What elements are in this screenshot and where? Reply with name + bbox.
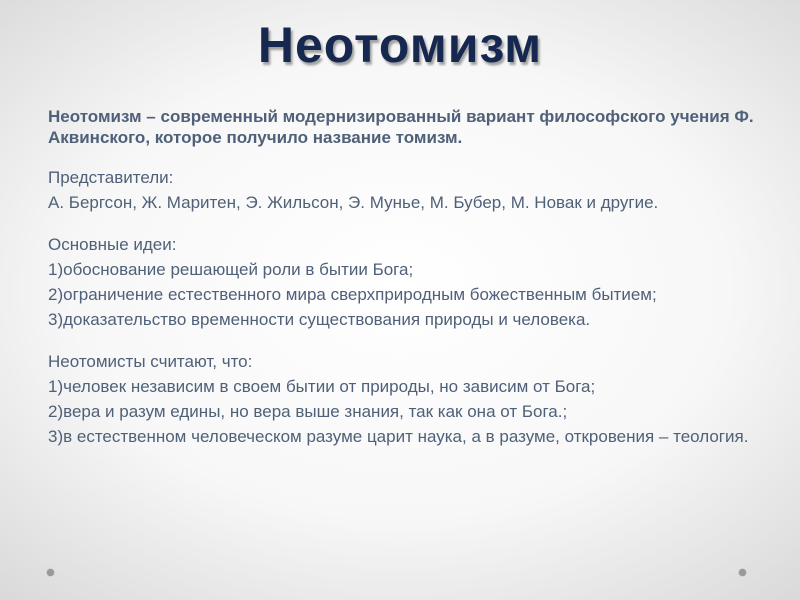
decorative-dot-icon: [47, 569, 54, 576]
main-ideas-heading: Основные идеи:: [48, 235, 177, 254]
main-idea-item-3: 3)доказательство временности существования природы и человека.: [48, 310, 591, 329]
main-idea-item-1: 1)обоснование решающей роли в бытии Бога;: [48, 260, 414, 279]
neothomists-heading: Неотомисты считают, что:: [48, 352, 253, 371]
neothomists-item-1: 1)человек независим в своем бытии от природы, но зависим от Бога;: [48, 377, 596, 396]
definition-text: Неотомизм – современный модернизированный вариант философского учения Ф. Аквинского, которое получило название томизм.: [48, 107, 754, 147]
representatives-list: А. Бергсон, Ж. Маритен, Э. Жильсон, Э. Мунье, М. Бубер, М. Новак и другие.: [48, 193, 659, 212]
representatives-heading: Представители:: [48, 168, 174, 187]
neothomists-item-3: 3)в естественном человеческом разуме царит наука, а в разуме, откровения – теология.: [48, 427, 749, 446]
slide-content: [48, 106, 768, 451]
decorative-dot-icon: [739, 569, 746, 576]
slide-title: Неотомизм: [257, 17, 543, 73]
spacer: [48, 334, 768, 351]
neothomists-item-2: 2)вера и разум едины, но вера выше знания, так как она от Бога.;: [48, 402, 568, 421]
main-idea-item-2: 2)ограничение естественного мира сверхприродным божественным бытием;: [48, 285, 657, 304]
spacer: [48, 217, 768, 234]
